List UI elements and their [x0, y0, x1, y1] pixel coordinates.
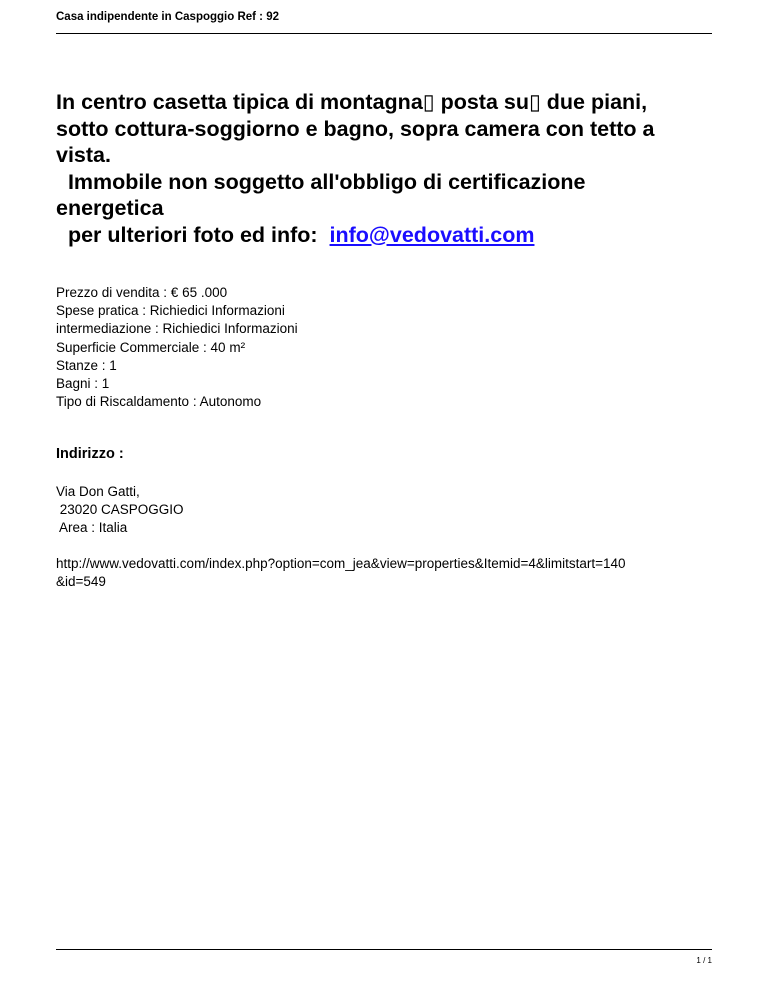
spec-rooms: Stanze : 1 [56, 357, 117, 373]
email-link[interactable]: info@vedovatti.com [329, 222, 535, 247]
description-line-4: Immobile non soggetto all'obbligo di certificazione [56, 169, 586, 194]
description-line-5: energetica [56, 196, 164, 220]
spec-price: Prezzo di vendita : € 65 .000 [56, 285, 228, 300]
property-description [56, 89, 736, 248]
description-line-3: vista. [56, 143, 111, 167]
address-city: 23020 CASPOGGIO [56, 502, 184, 518]
spec-fees: Spese pratica : Richiedici Informazioni [56, 303, 285, 319]
spec-heating: Tipo di Riscaldamento : Autonomo [56, 394, 262, 410]
description-line-2: sotto cottura-soggiorno e bagno, sopra camera con tetto a [56, 116, 655, 141]
spec-bathrooms: Bagni : 1 [56, 376, 110, 392]
page-header [56, 10, 712, 24]
source-url-line-2: &id=549 [56, 574, 106, 590]
address-heading: Indirizzo : [56, 446, 124, 462]
contact-prefix: per ulteriori foto ed info: [56, 222, 330, 247]
header-divider [56, 33, 712, 34]
address-area: Area : Italia [56, 520, 128, 536]
footer-divider [56, 949, 712, 950]
address-block [56, 483, 184, 538]
page-number: 1 / 1 [696, 956, 712, 965]
property-specs [56, 284, 298, 411]
header-title: Casa indipendente in Caspoggio Ref : 92 [56, 11, 280, 23]
address-street: Via Don Gatti, [56, 484, 140, 499]
spec-intermediation: intermediazione : Richiedici Informazioni [56, 321, 298, 337]
description-line-1: In centro casetta tipica di montagna▯ posta su▯ due piani, [56, 90, 648, 114]
description-line-6 [56, 222, 736, 249]
spec-area: Superficie Commerciale : 40 m² [56, 339, 246, 355]
source-url [56, 555, 736, 591]
source-url-line-1: http://www.vedovatti.com/index.php?option=com_jea&view=properties&Itemid=4&limitstart=140 [56, 556, 626, 571]
